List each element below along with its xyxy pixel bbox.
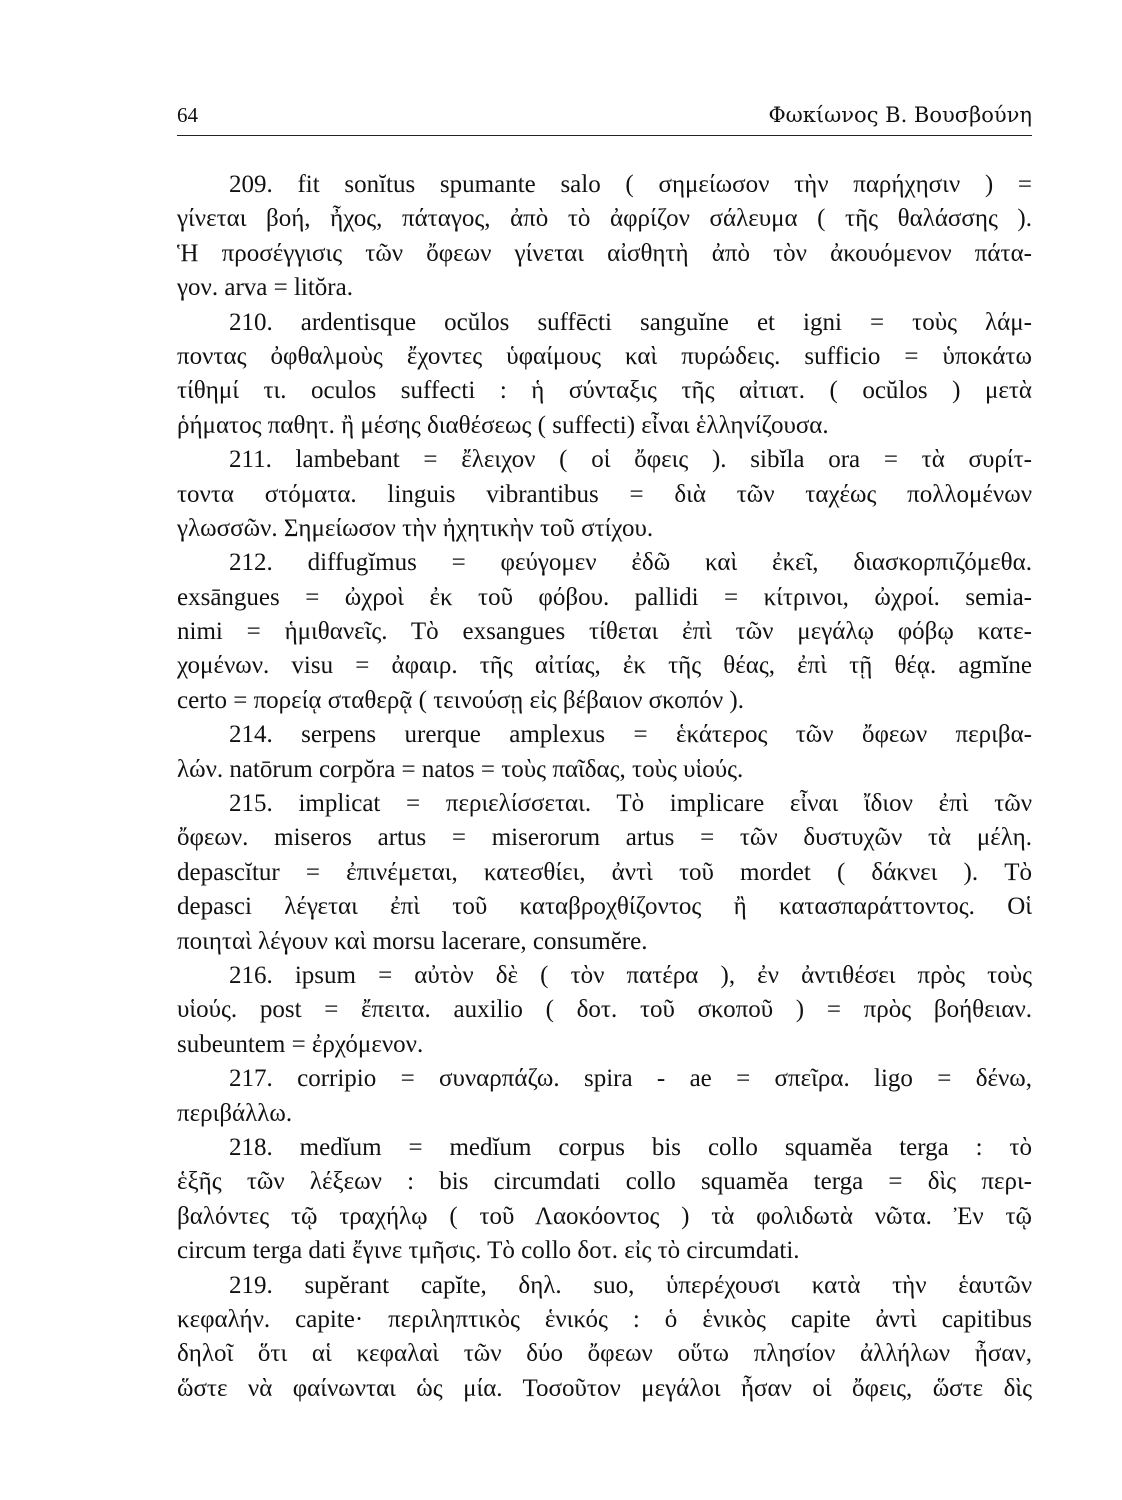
text-line: 214. serpens urerque amplexus = ἑκάτερος τῶν ὄφεων περιβα-: [229, 721, 1032, 749]
text-line: ὥστε νὰ φαίνωνται ὡς μία. Τοσοῦτον μεγάλοι ἦσαν οἱ ὄφεις, ὥστε δὶς: [177, 1374, 1032, 1402]
text-line: βαλόντες τῷ τραχήλῳ ( τοῦ Λαοκόοντος ) τὰ φολιδωτὰ νῶτα. Ἐν τῷ: [177, 1202, 1032, 1230]
text-line: 217. corripio = συναρπάζω. spira - ae = σπεῖρα. ligo = δένω,: [229, 1065, 1032, 1093]
text-line: λών. natōrum corpŏra = natos = τοὺς παῖδας, τοὺς υἱούς.: [177, 755, 744, 783]
page-header: [177, 97, 1032, 136]
text-line: 212. diffugĭmus = φεύγομεν ἐδῶ καὶ ἐκεῖ, διασκορπιζόμεθα.: [229, 549, 1032, 577]
text-line: τοντα στόματα. linguis vibrantibus = διὰ τῶν ταχέως πολλομένων: [177, 480, 1032, 508]
text-line: γον. arva = litŏra.: [177, 274, 353, 302]
text-line: exsāngues = ὠχροὶ ἐκ τοῦ φόβου. pallidi = κίτρινοι, ὠχροί. semia-: [177, 583, 1032, 611]
text-line: περιβάλλω.: [177, 1099, 293, 1127]
text-line: 216. ipsum = αὐτὸν δὲ ( τὸν πατέρα ), ἐν ἀντιθέσει πρὸς τοὺς: [229, 961, 1032, 989]
text-line: 215. implicat = περιελίσσεται. Τὸ implicare εἶναι ἴδιον ἐπὶ τῶν: [229, 790, 1032, 818]
running-title: Φωκίωνος Β. Βουσβούνη: [768, 103, 1032, 127]
text-line: τίθημί τι. oculos suffecti : ἡ σύνταξις τῆς αἰτιατ. ( ocŭlos ) μετὰ: [177, 377, 1032, 405]
text-line: Ἡ προσέγγισις τῶν ὄφεων γίνεται αἰσθητὴ ἀπὸ τὸν ἀκουόμενον πάτα-: [177, 239, 1032, 267]
text-line: 210. ardentisque ocŭlos suffēcti sanguĭne et igni = τοὺς λάμ-: [229, 308, 1032, 336]
text-line: circum terga dati ἔγινε τμῆσις. Τὸ collo δοτ. εἰς τὸ circumdati.: [177, 1237, 800, 1265]
text-line: depascĭtur = ἐπινέμεται, κατεσθίει, ἀντὶ τοῦ mordet ( δάκνει ). Τὸ: [177, 858, 1032, 886]
text-line: depasci λέγεται ἐπὶ τοῦ καταβροχθίζοντος ἢ κατασπαράττοντος. Οἱ: [177, 893, 1032, 921]
text-line: subeuntem = ἐρχόμενον.: [177, 1030, 424, 1058]
text-line: δηλοῖ ὅτι αἱ κεφαλαὶ τῶν δύο ὄφεων οὕτω πλησίον ἀλλήλων ἦσαν,: [177, 1340, 1032, 1368]
text-line: 211. lambebant = ἔλειχον ( οἱ ὄφεις ). sibĭla ora = τὰ συρίτ-: [229, 446, 1032, 474]
text-line: 219. supĕrant capĭte, δηλ. suo, ὑπερέχουσι κατὰ τὴν ἑαυτῶν: [229, 1271, 1032, 1299]
text-line: 209. fit sonĭtus spumante salo ( σημείωσον τὴν παρήχησιν ) =: [229, 171, 1032, 198]
text-line: certo = πορείᾳ σταθερᾷ ( τεινούσῃ εἰς βέβαιον σκοπόν ).: [177, 686, 744, 714]
commentary-text: [177, 168, 1032, 1406]
text-line: 218. medĭum = medĭum corpus bis collo squamĕa terga : τὸ: [229, 1133, 1032, 1161]
text-line: nimi = ἡμιθανεῖς. Τὸ exsangues τίθεται ἐπὶ τῶν μεγάλῳ φόβῳ κατε-: [177, 618, 1032, 646]
text-line: γλωσσῶν. Σημείωσον τὴν ἠχητικὴν τοῦ στίχου.: [177, 514, 654, 542]
text-line: κεφαλήν. capite· περιληπτικὸς ἑνικός : ὁ ἑνικὸς capite ἀντὶ capitibus: [177, 1305, 1032, 1333]
text-line: ποντας ὀφθαλμοὺς ἔχοντες ὑφαίμους καὶ πυρώδεις. sufficio = ὑποκάτω: [177, 342, 1032, 370]
text-line: ἑξῆς τῶν λέξεων : bis circumdati collo squamĕa terga = δὶς περι-: [177, 1168, 1032, 1196]
page-number: 64: [177, 103, 198, 127]
text-line: υἱούς. post = ἔπειτα. auxilio ( δοτ. τοῦ σκοποῦ ) = πρὸς βοήθειαν.: [177, 996, 1032, 1024]
text-line: χομένων. visu = ἀφαιρ. τῆς αἰτίας, ἐκ τῆς θέας, ἐπὶ τῇ θέᾳ. agmĭne: [177, 652, 1032, 680]
text-line: γίνεται βοή, ἦχος, πάταγος, ἀπὸ τὸ ἀφρίζον σάλευμα ( τῆς θαλάσσης ).: [177, 205, 1032, 233]
text-line: ποιηταὶ λέγουν καὶ morsu lacerare, consumĕre.: [177, 927, 648, 955]
text-line: ῥήματος παθητ. ἢ μέσης διαθέσεως ( suffecti) εἶναι ἑλληνίζουσα.: [177, 411, 829, 439]
text-line: ὄφεων. miseros artus = miserorum artus = τῶν δυστυχῶν τὰ μέλη.: [177, 824, 1032, 852]
